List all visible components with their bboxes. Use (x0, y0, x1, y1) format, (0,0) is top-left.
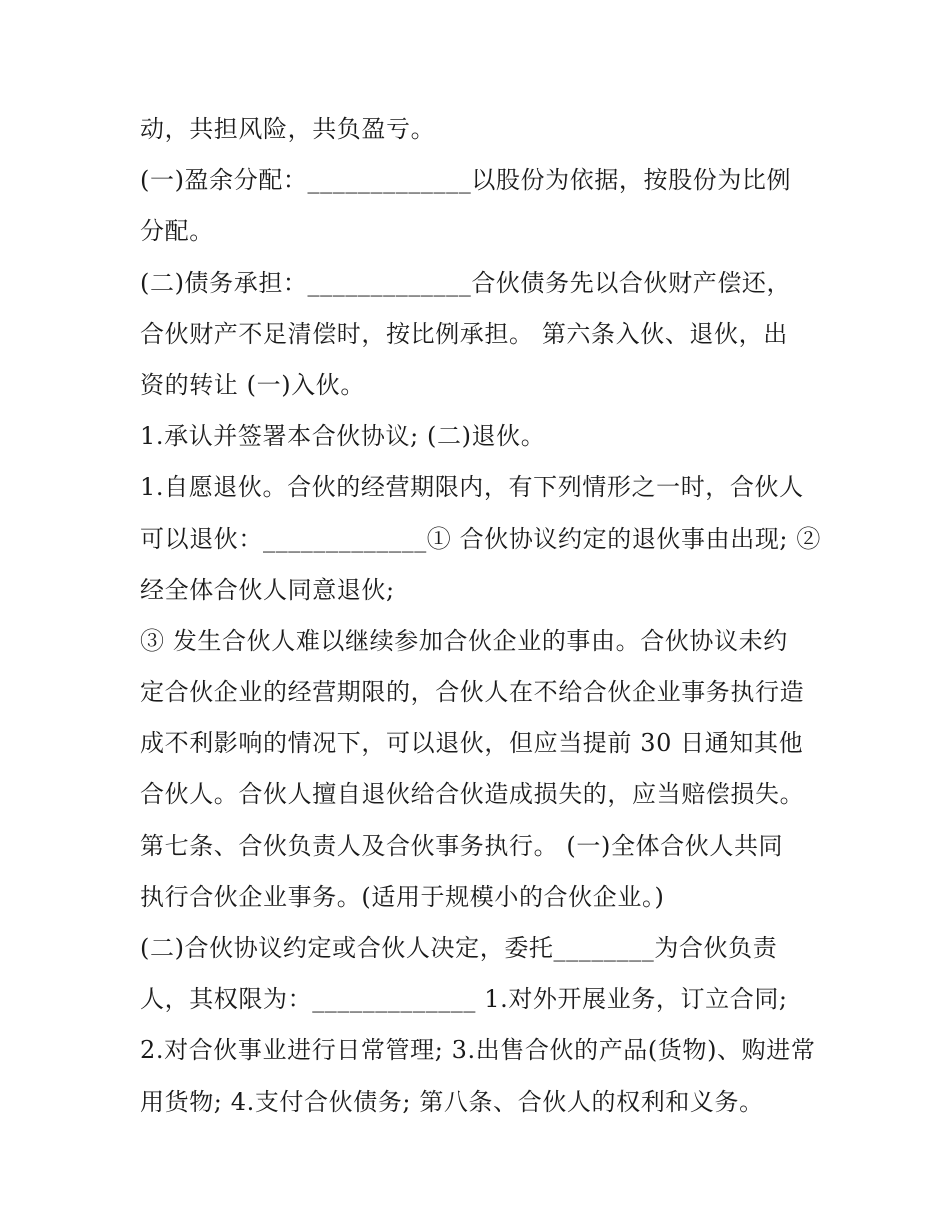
text-line: 动，共担风险，共负盈亏。 (140, 115, 436, 143)
text-line: 经全体合伙人同意退伙; (140, 575, 395, 604)
text-line: 成不利影响的情况下，可以退伙，但应当提前 30 日通知其他 (140, 729, 804, 758)
text-line: 1.承认并签署本合伙协议; (二)退伙。 (140, 422, 546, 451)
text-line: ③ 发生合伙人难以继续参加合伙企业的事由。合伙协议未约 (140, 626, 788, 655)
document-body (140, 104, 820, 1128)
text-line: 可以退伙：_____________① 合伙协议约定的退伙事由出现; ② (140, 524, 821, 553)
text-line: (二)合伙协议约定或合伙人决定，委托________为合伙负责 (140, 934, 778, 962)
text-line: 定合伙企业的经营期限的，合伙人在不给合伙企业事务执行造 (140, 678, 805, 707)
text-line: (二)债务承担：_____________合伙债务先以合伙财产偿还， (140, 268, 792, 297)
text-line: 合伙财产不足清偿时，按比例承担。 第六条入伙、退伙，出 (140, 319, 788, 348)
text-line: 2.对合伙事业进行日常管理; 3.出售合伙的产品(货物)、购进常 (140, 1036, 816, 1065)
text-line: 1.自愿退伙。合伙的经营期限内，有下列情形之一时，合伙人 (140, 473, 804, 502)
text-line: 用货物; 4.支付合伙债务; 第八条、合伙人的权利和义务。 (140, 1087, 764, 1116)
text-line: 人，其权限为：_____________ 1.对外开展业务，订立合同; (140, 985, 788, 1014)
text-line: 分配。 (140, 217, 214, 246)
text-line: 第七条、合伙负责人及合伙事务执行。 (一)全体合伙人共同 (140, 831, 784, 860)
text-line: (一)盈余分配：_____________以股份为依据，按股份为比例 (140, 166, 792, 195)
text-line: 资的转让 (一)入伙。 (140, 370, 365, 399)
text-line: 合伙人。合伙人擅自退伙给合伙造成损失的，应当赔偿损失。 (140, 780, 805, 809)
text-line: 执行合伙企业事务。(适用于规模小的合伙企业。) (140, 882, 665, 911)
